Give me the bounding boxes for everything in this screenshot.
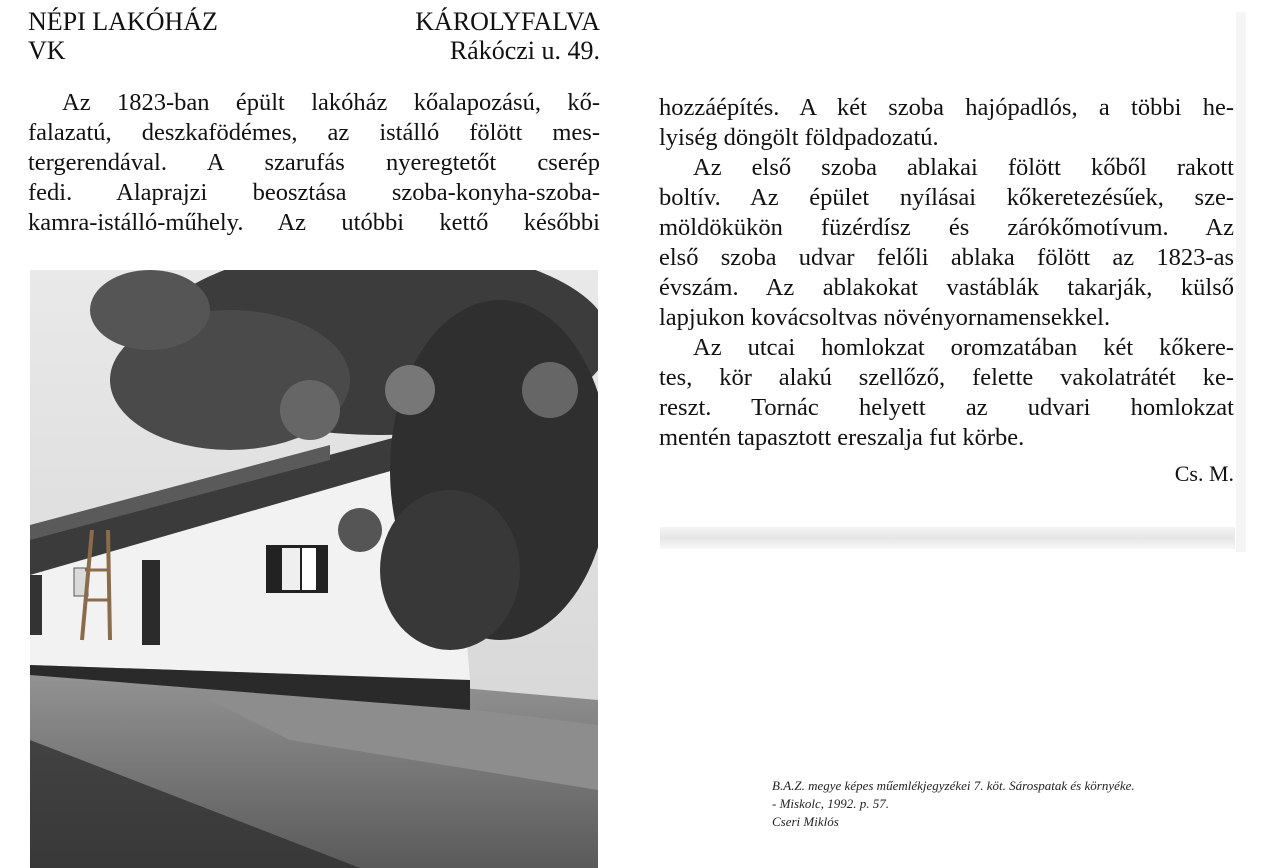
scan-shadow-strip xyxy=(660,527,1235,549)
citation-line: - Miskolc, 1992. p. 57. xyxy=(772,796,889,811)
text-line: hozzáépítés. A két szoba hajópadlós, a többi he- xyxy=(659,94,1234,121)
text-line: lapjukon kovácsoltvas növényornamensekkel. xyxy=(659,304,1111,331)
text-line: boltív. Az épület nyílásai kőkeretezésűek, sze- xyxy=(659,184,1234,211)
text-line: évszám. Az ablakokat vastáblák takarják, külső xyxy=(659,274,1234,301)
bibliographic-citation xyxy=(772,777,1135,831)
street-address: Rákóczi u. 49. xyxy=(449,36,600,65)
category-code: VK xyxy=(28,36,66,65)
text-line: falazatú, deszkafödémes, az istálló fölött mes- xyxy=(28,119,600,146)
text-line: reszt. Tornác helyett az udvari homlokzat xyxy=(659,394,1234,421)
text-line: Az 1823-ban épült lakóház kőalapozású, kő- xyxy=(62,89,600,116)
text-line: mentén tapasztott ereszalja fut körbe. xyxy=(659,424,1025,451)
text-line: Az utcai homlokzat oromzatában két kőkere- xyxy=(693,334,1234,361)
scan-edge xyxy=(1236,12,1246,552)
description-paragraph-1 xyxy=(28,88,600,238)
description-paragraph-2 xyxy=(659,93,1234,453)
text-line: tergerendával. A szarufás nyeregtetőt cserép xyxy=(28,149,600,176)
citation-author: Cseri Miklós xyxy=(772,814,839,829)
text-line: első szoba udvar felőli ablaka fölött az 1823-as xyxy=(659,244,1234,271)
author-signature: Cs. M. xyxy=(1174,461,1234,486)
settlement-title: KÁROLYFALVA xyxy=(415,7,600,36)
text-line: tes, kör alakú szellőző, felette vakolatrátét ke- xyxy=(659,364,1234,391)
house-photograph xyxy=(30,270,598,868)
text-line: möldökükön füzérdísz és zárókőmotívum. Az xyxy=(659,214,1234,241)
building-type-title: NÉPI LAKÓHÁZ xyxy=(28,7,218,36)
text-line: Az első szoba ablakai fölött kőből rakott xyxy=(693,154,1234,181)
text-line: lyiség döngölt földpadozatú. xyxy=(659,124,939,151)
citation-line: B.A.Z. megye képes műemlékjegyzékei 7. köt. Sárospatak és környéke. xyxy=(772,778,1135,793)
text-line: kamra-istálló-műhely. Az utóbbi kettő későbbi xyxy=(28,209,600,236)
text-line: fedi. Alaprajzi beosztása szoba-konyha-szoba- xyxy=(28,179,600,206)
house-photo-illustration xyxy=(30,270,598,868)
